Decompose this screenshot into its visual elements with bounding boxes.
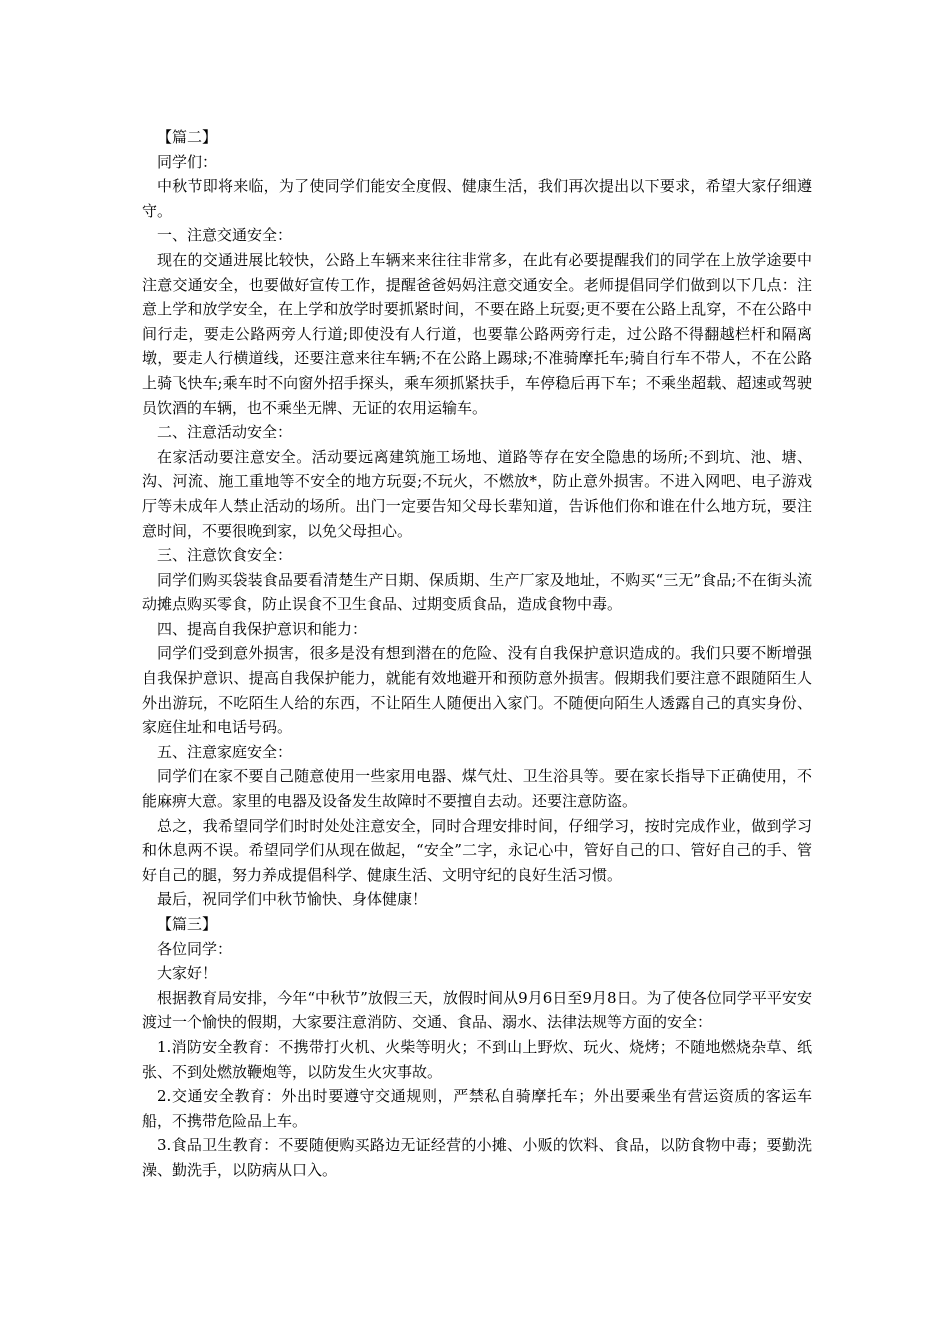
list-item-fire-safety: 1.消防安全教育：不携带打火机、火柴等明火；不到山上野炊、玩火、烧烤；不随地燃烧杂草、纸张、不到处燃放鞭炮等，以防发生火灾事故。 [142,1037,812,1081]
document-body [142,125,812,1183]
paragraph-self-protection: 同学们受到意外损害，很多是没有想到潜在的危险、没有自我保护意识造成的。我们只要不断增强自我保护意识、提高自我保护能力，就能有效地避开和预防意外损害。假期我们要注意不跟随陌生人外出游玩，不吃陌生人给的东西，不让陌生人随便出入家门。不随便向陌生人透露自己的真实身份、家庭住址和电话号码。 [142,644,812,737]
heading-food-safety: 三、注意饮食安全： [157,546,293,565]
paragraph-activity-safety: 在家活动要注意安全。活动要远离建筑施工场地、道路等存在安全隐患的场所;不到坑、池、塘、沟、河流、施工重地等不安全的地方玩耍;不玩火，不燃放*，防止意外损害。不进入网吧、电子游戏厅等未成年人禁止活动的场所。出门一定要告知父母长辈知道，告诉他们你和谁在什么地方玩，要注意时间，不要很晚到家，以免父母担心。 [142,447,812,540]
intro-paragraph: 根据教育局安排，今年“中秋节”放假三天，放假时间从9月6日至9月8日。为了使各位同学平平安安渡过一个愉快的假期，大家要注意消防、交通、食品、溺水、法律法规等方面的安全： [142,988,812,1032]
intro-paragraph: 中秋节即将来临，为了使同学们能安全度假、健康生活，我们再次提出以下要求，希望大家仔细遵守。 [142,177,812,220]
section-title: 【篇二】 [157,128,218,146]
greeting: 同学们： [157,152,218,171]
hello-line: 大家好！ [157,964,218,983]
heading-traffic-safety: 一、注意交通安全： [157,226,293,245]
list-item-food-hygiene: 3.食品卫生教育：不要随便购买路边无证经营的小摊、小贩的饮料、食品，以防食物中毒；要勤洗澡、勤洗手，以防病从口入。 [142,1136,812,1179]
summary-paragraph: 总之，我希望同学们时时处处注意安全，同时合理安排时间，仔细学习，按时完成作业，做到学习和休息两不误。希望同学们从现在做起，“安全”二字，永记心中，管好自己的口、管好自己的手、管好自己的腿，努力养成提倡科学、健康生活、文明守纪的良好生活习惯。 [142,816,812,884]
list-item-traffic-safety: 2.交通安全教育：外出时要遵守交通规则，严禁私自骑摩托车；外出要乘坐有营运资质的客运车船，不携带危险品上车。 [142,1087,812,1130]
heading-home-safety: 五、注意家庭安全： [157,742,293,761]
paragraph-home-safety: 同学们在家不要自己随意使用一些家用电器、煤气灶、卫生浴具等。要在家长指导下正确使用，不能麻痹大意。家里的电器及设备发生故障时不要擅自去动。还要注意防盗。 [142,767,812,811]
paragraph-food-safety: 同学们购买袋装食品要看清楚生产日期、保质期、生产厂家及地址，不购买“三无”食品;不在街头流动摊点购买零食，防止误食不卫生食品、过期变质食品，造成食物中毒。 [142,570,812,614]
heading-self-protection: 四、提高自我保护意识和能力： [157,619,368,638]
paragraph-traffic-safety: 现在的交通进展比较快，公路上车辆来来往往非常多，在此有必要提醒我们的同学在上放学途要中注意交通安全，也要做好宣传工作，提醒爸爸妈妈注意交通安全。老师提倡同学们做到以下几点：注意上学和放学安全，在上学和放学时要抓紧时间，不要在路上玩耍;更不要在公路上乱穿，不在公路中间行走，要走公路两旁人行道;即使没有人行道，也要靠公路两旁行走，过公路不得翻越栏杆和隔离墩，要走人行横道线，还要注意来往车辆;不在公路上踢球;不准骑摩托车;骑自行车不带人，不在公路上骑飞快车;乘车时不向窗外招手探头，乘车须抓紧扶手，车停稳后再下车；不乘坐超载、超速或驾驶员饮酒的车辆，也不乘坐无牌、无证的农用运输车。 [142,250,812,417]
closing-paragraph: 最后，祝同学们中秋节愉快、身体健康！ [157,890,428,909]
greeting: 各位同学： [157,939,233,958]
section-title: 【篇三】 [157,915,218,933]
heading-activity-safety: 二、注意活动安全： [157,423,293,442]
